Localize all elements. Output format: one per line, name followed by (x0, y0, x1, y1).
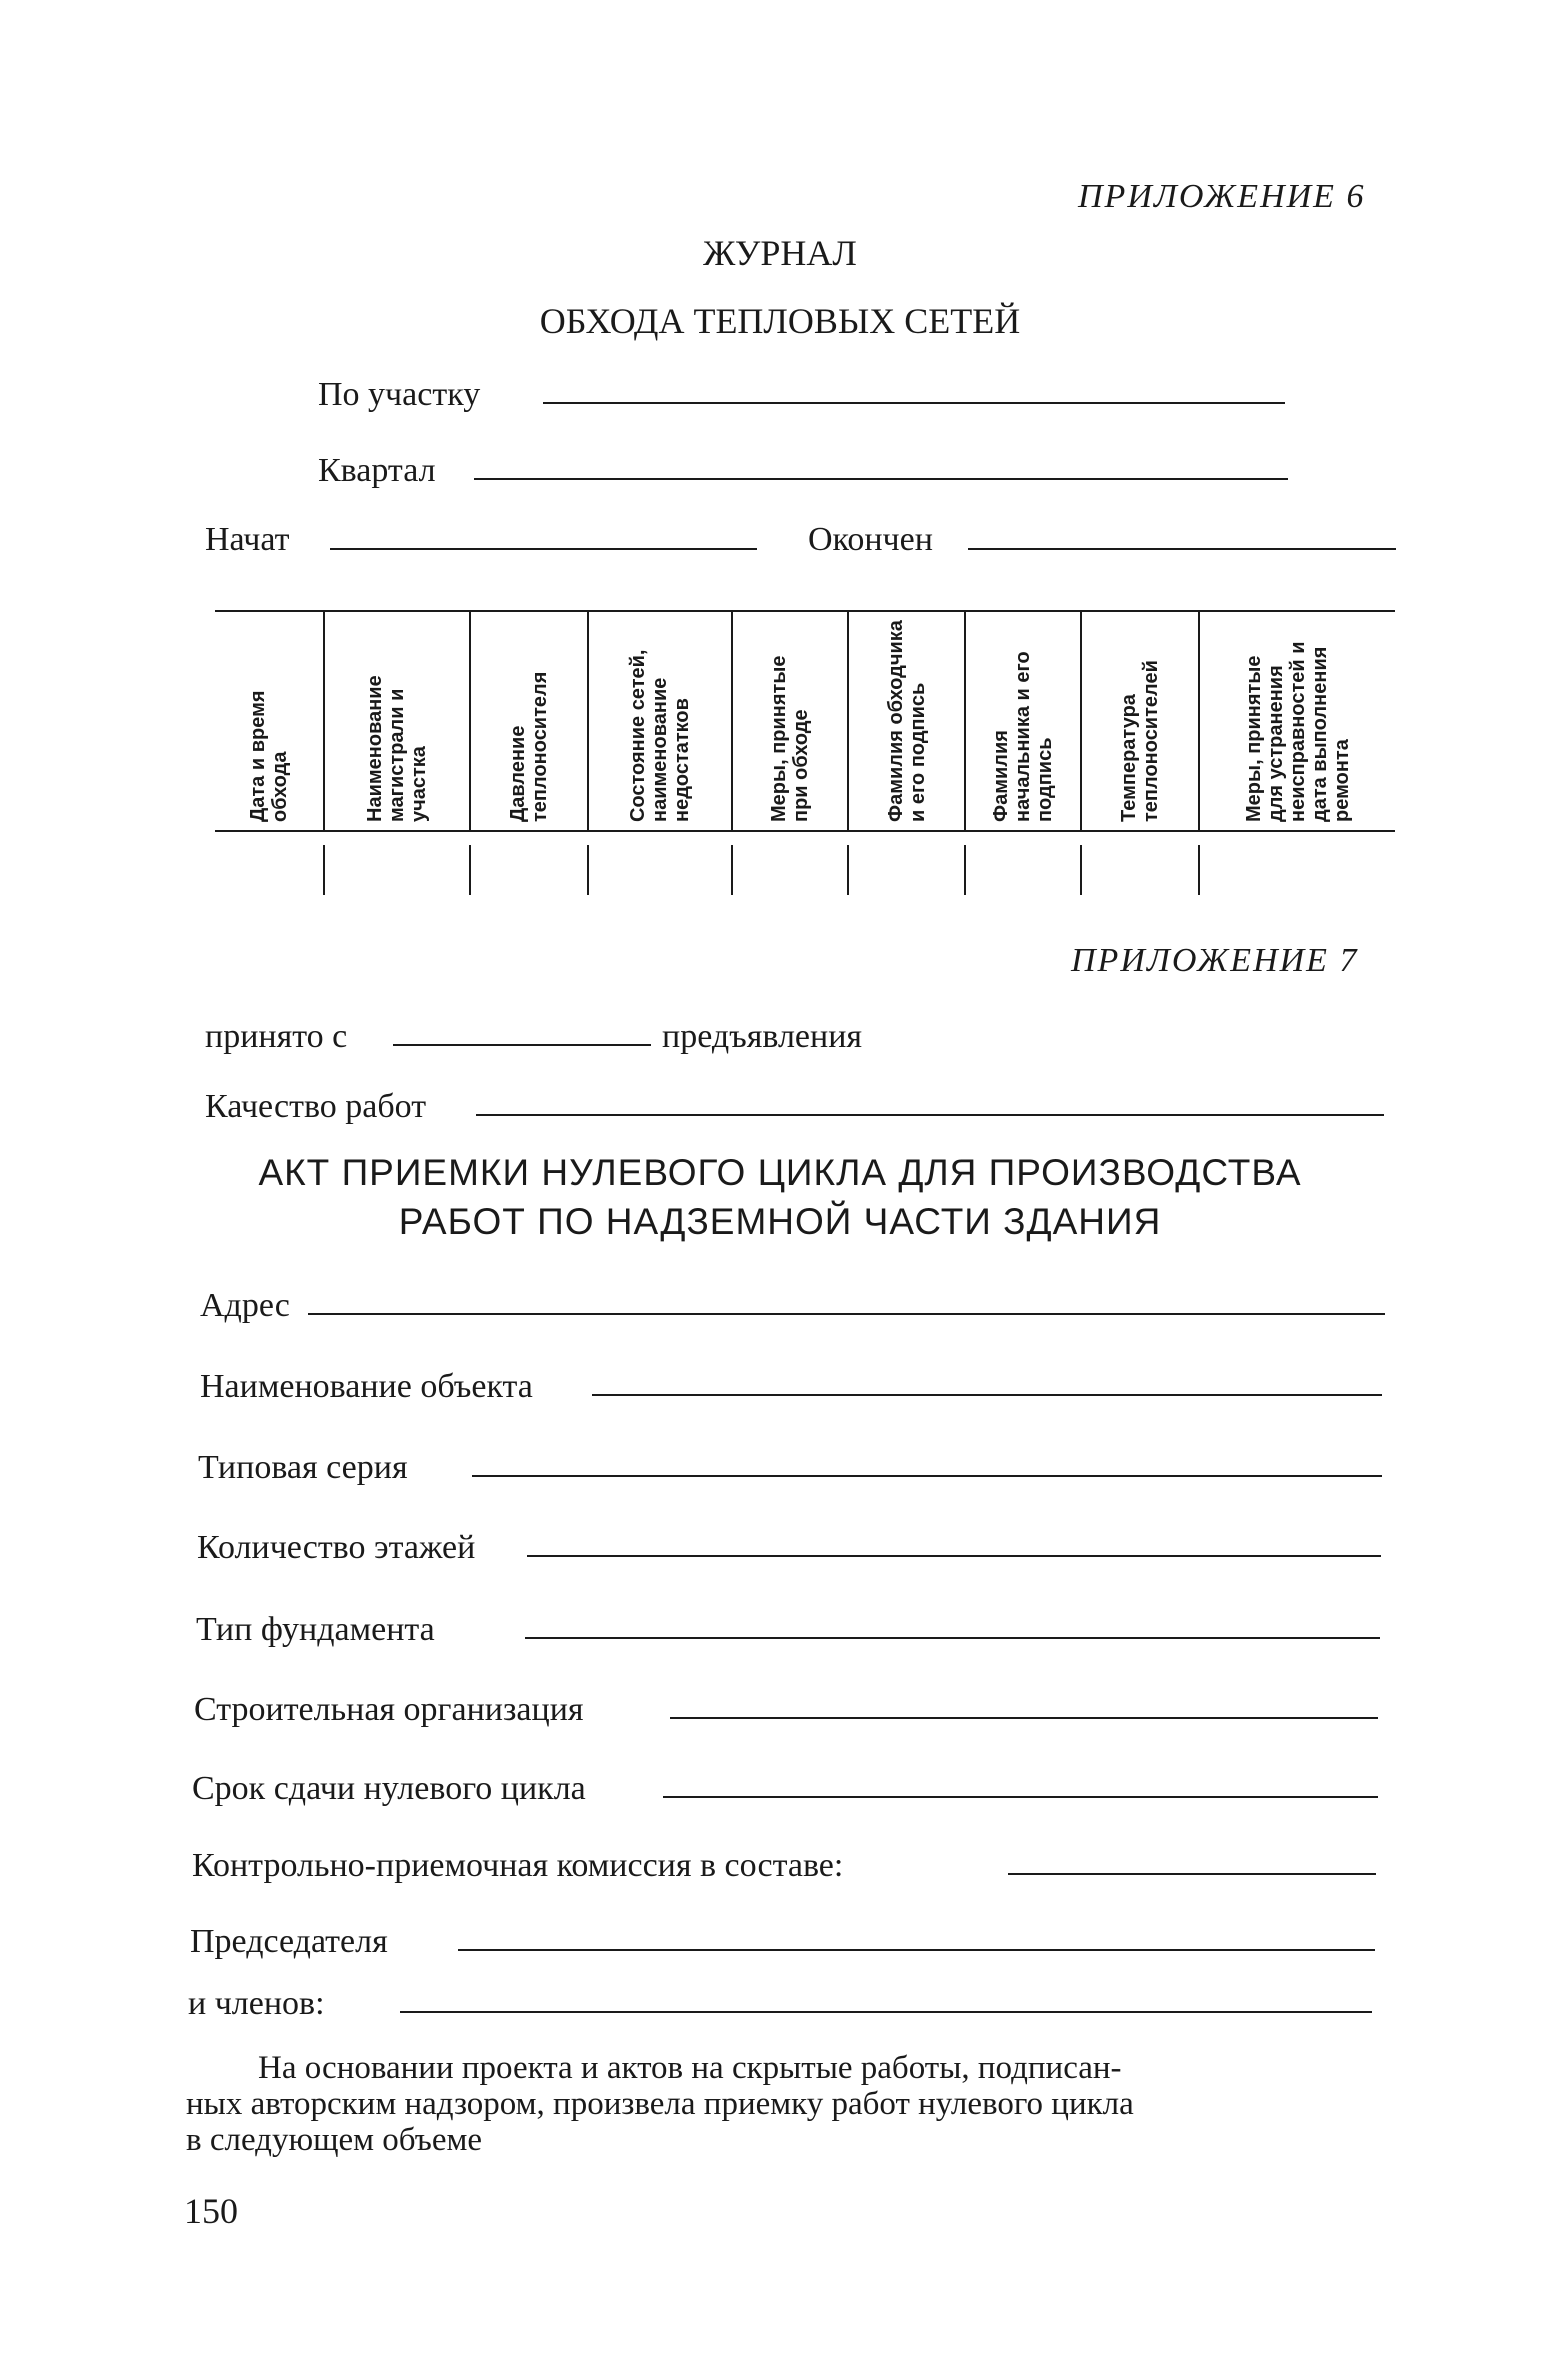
table-header-cell (215, 612, 323, 826)
foundation-field-line[interactable] (525, 1637, 1380, 1639)
work-quality-label: Качество работ (205, 1088, 427, 1125)
address-label: Адрес (200, 1287, 290, 1324)
table-header-cell (1200, 612, 1396, 826)
appendix-7-label: ПРИЛОЖЕНИЕ 7 (1071, 942, 1359, 979)
type-series-field-line[interactable] (472, 1475, 1382, 1477)
started-label: Начат (205, 521, 290, 558)
finished-label: Окончен (808, 521, 933, 558)
presentation-label: предъявления (662, 1018, 863, 1055)
header-inspector: Фамилия обходчика и его подпись (884, 620, 929, 822)
paragraph-line-1: На основании проекта и актов на скрытые работы, подписан- (258, 2050, 1122, 2086)
act-title-line-1: АКТ ПРИЕМКИ НУЛЕВОГО ЦИКЛА ДЛЯ ПРОИЗВОДСТВА (258, 1152, 1302, 1193)
table-body-divider (964, 845, 966, 895)
object-name-label: Наименование объекта (200, 1368, 533, 1405)
quarter-field-line[interactable] (474, 478, 1288, 480)
accepted-from-label: принято с (205, 1018, 348, 1055)
table-header-rule (215, 830, 1395, 832)
journal-title: ЖУРНАЛ (703, 233, 857, 273)
table-body-divider (469, 845, 471, 895)
table-header-cell (325, 612, 469, 826)
header-pressure: Давление теплоносителя (507, 671, 551, 822)
table-body-divider (731, 845, 733, 895)
section-field-line[interactable] (543, 402, 1285, 404)
foundation-label: Тип фундамента (196, 1611, 435, 1648)
header-network-state: Состояние сетей, наименование недостатков (627, 649, 693, 822)
table-header-cell (849, 612, 964, 826)
page-number: 150 (184, 2191, 238, 2231)
accepted-from-field-line[interactable] (393, 1044, 651, 1046)
floors-label: Количество этажей (197, 1529, 476, 1566)
floors-field-line[interactable] (527, 1555, 1381, 1557)
deadline-label: Срок сдачи нулевого цикла (192, 1770, 586, 1807)
table-header-cell (471, 612, 587, 826)
table-header-cell (966, 612, 1080, 826)
finished-field-line[interactable] (968, 548, 1396, 550)
header-main-section: Наименование магистрали и участка (364, 675, 430, 822)
appendix-6-label: ПРИЛОЖЕНИЕ 6 (1078, 178, 1366, 215)
header-temperature: Температура теплоносителей (1118, 660, 1162, 822)
table-body-divider (1080, 845, 1082, 895)
type-series-label: Типовая серия (198, 1449, 408, 1486)
work-quality-field-line[interactable] (476, 1114, 1384, 1116)
chairman-label: Председателя (190, 1923, 388, 1960)
commission-field-line[interactable] (1008, 1873, 1376, 1875)
quarter-label: Квартал (318, 452, 436, 489)
members-field-line[interactable] (400, 2011, 1372, 2013)
organization-label: Строительная организация (194, 1691, 584, 1728)
header-chief: Фамилия начальника и его подпись (990, 651, 1056, 822)
started-field-line[interactable] (330, 548, 757, 550)
members-label: и членов: (188, 1985, 325, 2022)
paragraph-line-3: в следующем объеме (186, 2122, 483, 2158)
header-repair-measures: Меры, принятые для устранения неисправностей и дата выполнения ремонта (1243, 641, 1353, 822)
section-label: По участку (318, 376, 481, 413)
object-name-field-line[interactable] (592, 1394, 1382, 1396)
table-header-cell (733, 612, 847, 826)
paragraph-line-2: ных авторским надзором, произвела приемку работ нулевого цикла (186, 2086, 1134, 2122)
table-body-divider (323, 845, 325, 895)
commission-label: Контрольно-приемочная комиссия в составе: (192, 1847, 844, 1884)
table-body-divider (1198, 845, 1200, 895)
act-title-line-2: РАБОТ ПО НАДЗЕМНОЙ ЧАСТИ ЗДАНИЯ (398, 1201, 1162, 1242)
deadline-field-line[interactable] (663, 1796, 1378, 1798)
address-field-line[interactable] (308, 1313, 1385, 1315)
table-body-divider (847, 845, 849, 895)
table-header-cell (1082, 612, 1198, 826)
header-measures: Меры, принятые при обходе (768, 655, 812, 822)
journal-subtitle: ОБХОДА ТЕПЛОВЫХ СЕТЕЙ (539, 301, 1021, 341)
table-body-divider (587, 845, 589, 895)
chairman-field-line[interactable] (458, 1949, 1375, 1951)
header-date-time: Дата и время обхода (247, 690, 291, 822)
table-header-cell (589, 612, 731, 826)
organization-field-line[interactable] (670, 1717, 1378, 1719)
